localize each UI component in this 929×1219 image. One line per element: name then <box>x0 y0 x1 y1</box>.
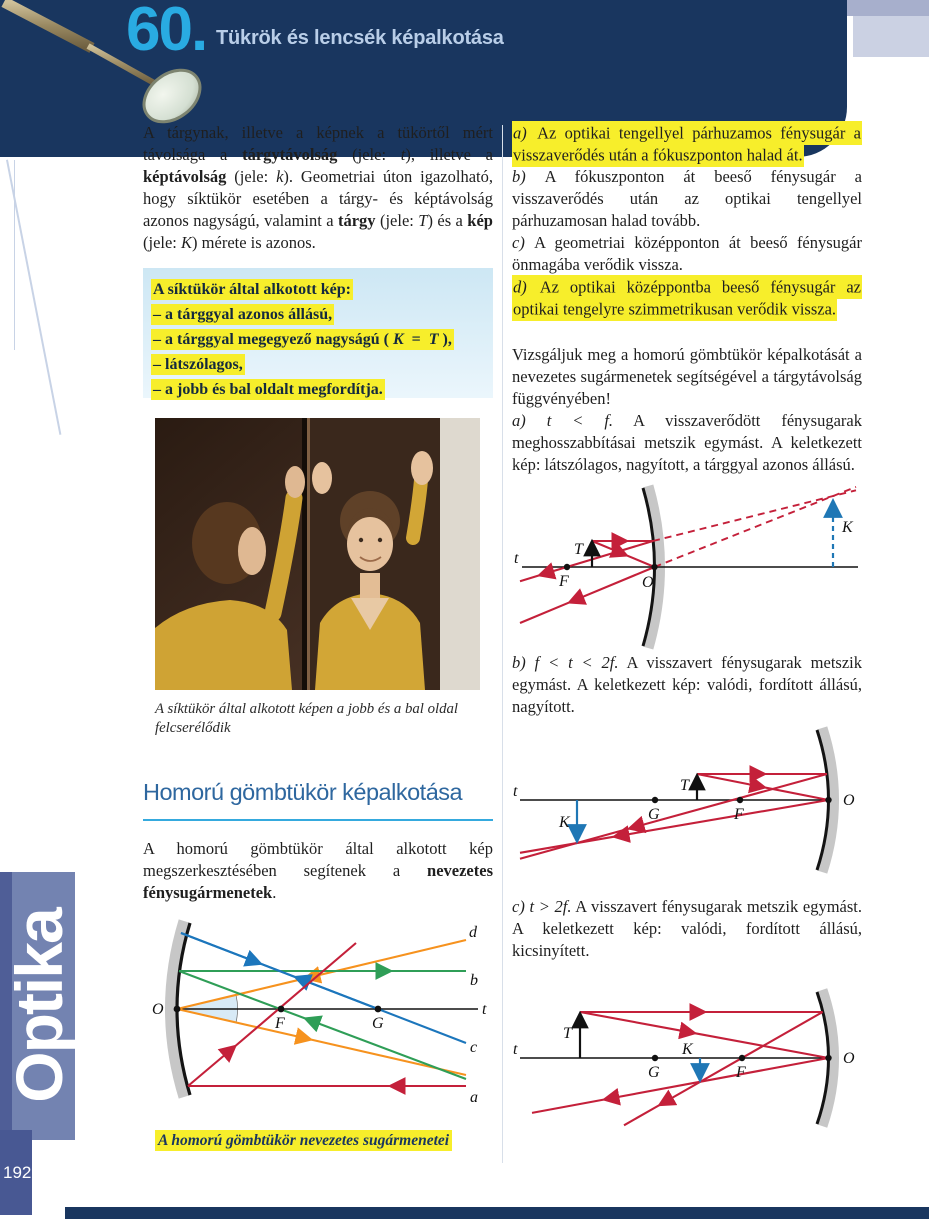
mirror-handle <box>4 2 92 48</box>
point-O <box>825 1055 831 1061</box>
dental-mirror-image <box>0 0 215 130</box>
ray-to-vertex <box>592 541 655 567</box>
photo-reflection-hand2 <box>411 451 433 485</box>
label-a: a <box>470 1089 478 1106</box>
point-G <box>375 1006 382 1013</box>
label-G: G <box>372 1015 384 1032</box>
label-d: d <box>469 924 477 941</box>
label-t: t <box>513 1041 518 1058</box>
mirror-photo <box>155 418 480 690</box>
label-F: F <box>734 806 744 823</box>
principal-rays-diagram <box>148 913 493 1125</box>
ray-to-vertex <box>580 1012 829 1058</box>
lesson-number: 60. <box>126 0 207 64</box>
infobox-line: – a tárggyal azonos állású, <box>153 306 333 323</box>
label-F: F <box>736 1064 746 1081</box>
label-c: c <box>470 1039 478 1056</box>
chapter-title-vertical: Optika <box>2 909 76 1103</box>
label-K: K <box>559 814 570 831</box>
photo-woman-face <box>238 527 266 575</box>
case-a-text: a) t < f. A visszaverődött fénysugarak meghosszabbításai metszik egymást. A keletkezett kép: látszólagos, nagyított, a tárggyal azonos állású. <box>512 411 862 474</box>
photo-reflection-eye <box>378 538 382 542</box>
point-O <box>651 564 657 570</box>
ray-reflected-from-vertex <box>532 1058 829 1113</box>
label-G: G <box>648 1064 660 1081</box>
photo-woman-hand <box>285 466 305 498</box>
label-O: O <box>152 1001 164 1018</box>
ray-to-vertex <box>697 774 829 800</box>
label-t: t <box>482 1001 487 1018</box>
case-b-text: b) f < t < 2f. A visszavert fénysugarak metszik egymást. A keletkezett kép: valódi, fordított állású, nagyított. <box>512 653 862 716</box>
label-G: G <box>648 806 660 823</box>
photo-wall-strip <box>440 418 480 690</box>
rule-a-highlighted: a) Az optikai tengellyel párhuzamos fénysugár a visszaverődés után a fókuszponton halad át. <box>512 122 862 166</box>
label-K: K <box>682 1041 693 1058</box>
photo-caption: A síktükör által alkotott képen a jobb és a bal oldal felcserélődik <box>155 701 459 736</box>
point-F <box>739 1055 745 1061</box>
label-b: b <box>470 972 478 989</box>
label-K: K <box>842 519 853 536</box>
photo-reflection-eye <box>359 538 363 542</box>
label-F: F <box>559 573 569 590</box>
label-t: t <box>514 550 519 567</box>
case-c-diagram <box>512 986 862 1164</box>
point-F <box>278 1006 285 1013</box>
infobox-line: – a jobb és bal oldalt megfordítja. <box>153 381 383 398</box>
plane-mirror-infobox <box>143 268 493 398</box>
ray-dashed-extension-2 <box>655 487 857 567</box>
label-F: F <box>275 1015 285 1032</box>
mirror-head <box>134 60 210 130</box>
case-b-diagram <box>512 726 862 898</box>
section-heading: Homorú gömbtükör képalkotása <box>143 779 493 821</box>
photo-reflection-neck <box>360 573 380 598</box>
point-O <box>825 797 831 803</box>
label-T: T <box>680 777 689 794</box>
photo-reflection-arm <box>413 480 421 538</box>
rule-d-highlighted: d) Az optikai középpontba beeső fénysugár az optikai tengelyre szimmetrikusan verődik vissza. <box>512 276 862 320</box>
case-c-text: c) t > 2f. A visszavert fénysugarak metszik egymást. A keletkezett kép: valódi, fordított állású, kicsinyített. <box>512 897 862 960</box>
ray-orange-up <box>177 940 466 1009</box>
label-t: t <box>513 783 518 800</box>
margin-hairline-vertical <box>14 160 15 350</box>
ray-dashed-extension-1 <box>653 490 856 541</box>
photo-reflection-hand <box>312 462 332 494</box>
photo-mirror-frame <box>302 418 307 690</box>
label-T: T <box>574 541 583 558</box>
paragraph-investigate: Vizsgáljuk meg a homorú gömbtükör képalkotását a nevezetes sugármenetek segítségével a tárgytávolság függvényében! <box>512 345 862 408</box>
mirror-rod <box>88 46 156 84</box>
point-G <box>652 797 658 803</box>
infobox-line: – a tárggyal megegyező nagyságú ( K = T ), <box>153 331 452 348</box>
rule-c: c) A geometriai középponton át beeső fénysugár önmagába verődik vissza. <box>512 233 862 274</box>
page-number: 192 <box>0 1130 32 1215</box>
header-lavender-strip <box>845 0 929 16</box>
infobox-line: A síktükör által alkotott kép: <box>153 281 351 298</box>
footer-bar <box>65 1207 929 1219</box>
point-G <box>652 1055 658 1061</box>
ray-orange-down <box>177 1009 466 1075</box>
principal-rays-caption: A homorú gömbtükör nevezetes sugármenetei <box>155 1130 495 1151</box>
point-F <box>564 564 570 570</box>
label-O: O <box>843 1050 855 1067</box>
lesson-title: Tükrök és lencsék képalkotása <box>216 27 504 49</box>
rule-b: b) A fókuszponton át beeső fénysugár a visszaverődés után az optikai tengellyel párhuzamosan halad tovább. <box>512 167 862 230</box>
photo-reflection-face <box>347 517 393 571</box>
point-O <box>174 1006 181 1013</box>
column-divider <box>502 125 503 1163</box>
infobox-line: – látszólagos, <box>153 356 243 373</box>
paragraph-object-image-distance: A tárgynak, illetve a képnek a tükörtől mért távolsága a tárgytávolság (jele: t), illetve a képtávolság (jele: k). Geometriai úton igazolható, hogy síktükör esetében a tárgy- és képtávolság azonos nagyságú, valamint a tárgy (jele: T) és a kép (jele: K) mérete is azonos. <box>143 123 493 252</box>
point-F <box>737 797 743 803</box>
photo-mirror-frame-highlight <box>307 418 310 690</box>
label-T: T <box>563 1025 572 1042</box>
paragraph-principal-rays-intro: A homorú gömbtükör által alkotott kép megszerkesztésében segítenek a nevezetes fénysugármenetek. <box>143 839 493 902</box>
label-O: O <box>843 792 855 809</box>
case-a-diagram <box>512 482 862 652</box>
label-O: O <box>642 574 654 591</box>
